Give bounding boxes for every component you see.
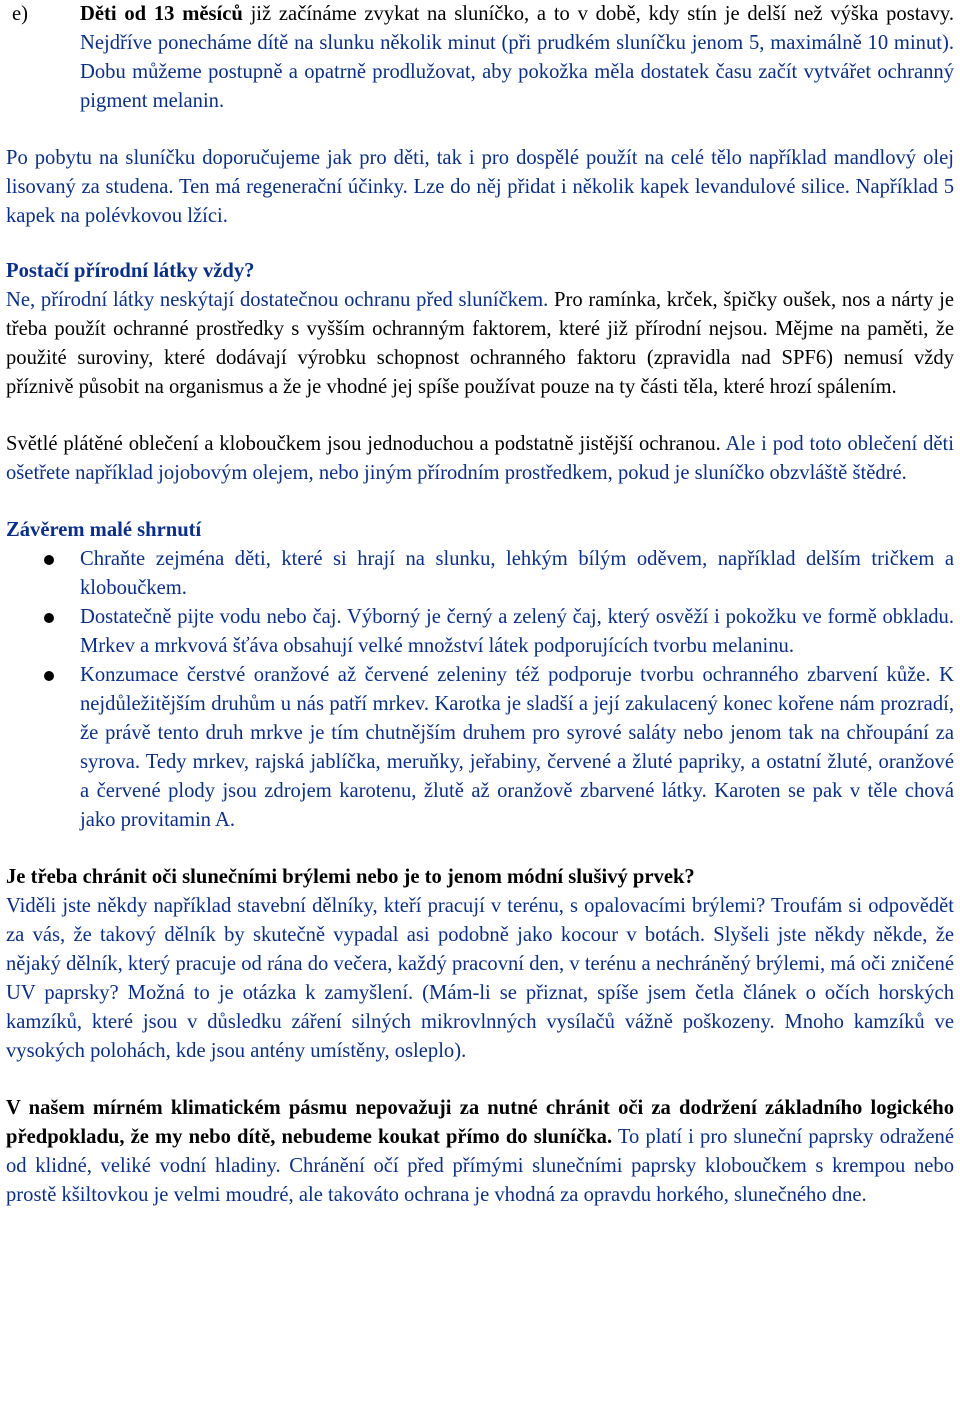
item-e-text-dark: již začínáme zvykat na sluníčko, a to v době, kdy stín je delší než výška postavy. bbox=[242, 3, 954, 25]
list-item-text: Konzumace čerstvé oranžové až červené zeleniny též podporuje tvorbu ochranného zbarvení kůže. K nejdůležitějším druhům u nás patří mrkev. Karotka je sladší a její zakulacený konec kořene nám prozradí, že právě tento druh mrkve je tím chutnějším druhem pro syrové saláty nebo jenom tak na chřoupání za syrova. Tedy mrkev, rajská jablíčka, meruňky, jeřabiny, červené a žluté papriky, a ostatní žluté, oranžové a červené plody jsou zdrojem karotenu, žlutě až oranžově zbarvené látky. Karoten se pak v těle chová jako provitamin A. bbox=[80, 664, 954, 831]
paragraph-climate bbox=[6, 1094, 954, 1210]
list-item-e bbox=[6, 0, 954, 116]
natural-text-blue: Ne, přírodní látky neskýtají dostatečnou ochranu před sluníčkem. bbox=[6, 289, 549, 311]
item-e-text-blue: Nejdříve ponecháme dítě na slunku několik minut (při prudkém sluníčku jenom 5, maximálně 10 minut). Dobu můžeme postupně a opatrně prodlužovat, aby pokožka měla dostatek času začít vytvářet ochranný pigment melanin. bbox=[80, 32, 954, 112]
paragraph-after-sun: Po pobytu na sluníčku doporučujeme jak pro děti, tak i pro dospělé použít na celé tělo například mandlový olej lisovaný za studena. Ten má regenerační účinky. Lze do něj přidat i několik kapek levandulové silice. Například 5 kapek na polévkovou lžíci. bbox=[6, 147, 954, 227]
list-item-label: e) bbox=[12, 3, 28, 25]
bullet-icon bbox=[44, 613, 54, 623]
climate-text: To platí i pro sluneční paprsky odražené od klidné, veliké vodní hladiny. Chránění očí před přímými slunečními paprsky kloboučkem s krempou nebo prostě kšiltovkou je velmi moudré, ale takováto ochrana je vhodná za opravdu horkého, slunečného dne. bbox=[6, 1126, 954, 1206]
heading-glasses: Je třeba chránit oči slunečními brýlemi nebo je to jenom módní slušivý prvek? bbox=[6, 866, 695, 888]
list-item-text: Dostatečně pijte vodu nebo čaj. Výborný je černý a zelený čaj, který osvěží i pokožku ve formě obkladu. Mrkev a mrkvová šťáva obsahují velké množství látek podporujících tvorbu melaninu. bbox=[80, 606, 954, 657]
item-e-bold-intro: Děti od 13 měsíců bbox=[80, 3, 243, 25]
list-item-text: Chraňte zejména děti, které si hrají na slunku, lehkým bílým oděvem, například delším tričkem a kloboučkem. bbox=[80, 548, 954, 599]
list-item bbox=[6, 603, 954, 661]
clothing-text-dark-1: Světlé plátěné oblečení a kloboučkem jsou jednoduchou a podstatně jistější ochranou. bbox=[6, 433, 721, 455]
paragraph-glasses: Viděli jste někdy například stavební dělníky, kteří pracují v terénu, s opalovacími brýlemi? Troufám si odpovědět za vás, že takový dělník by skutečně vypadal asi podobně jako kocour v botách. Slyšeli jste někdy někde, že nějaký dělník, který pracuje od rána do večera, každý pracovní den, v terénu a nechráněný brýlemi, má oči zničené UV paprsky? Možná to je otázka k zamyšlení. (Mám-li se přiznat, spíše jsem četla článek o očích horských kamzíků, které jsou v důsledku záření silných mikrovlnných vysílačů vážně poškozeny. Mnoho kamzíků ve vysokých polohách, kde jsou antény umístěny, osleplo). bbox=[6, 895, 954, 1062]
heading-natural: Postačí přírodní látky vždy? bbox=[6, 260, 255, 282]
climate-bold: V našem mírném klimatickém pásmu nepovažuji za nutné chránit oči za dodržení základního logického předpokladu, že my nebo dítě, nebudeme koukat přímo do sluníčka. bbox=[6, 1097, 954, 1148]
paragraph-clothing bbox=[6, 430, 954, 488]
list-item bbox=[6, 545, 954, 603]
natural-text-dark: Pro ramínka, krček, špičky oušek, nos a nárty je třeba použít ochranné prostředky s vyšším ochranným faktorem, které již přírodní nejsou. Mějme na paměti, že použité suroviny, které dodávají výrobku schopnost ochranného faktoru (zpravidla nad SPF6) nemusí vždy příznivě působit na organismus a že je vhodné jej spíše používat pouze na ty části těla, které hrozí spálením. bbox=[6, 289, 954, 398]
clothing-text-blue: Ale i pod toto oblečení děti ošetřete například jojobovým olejem, nebo jiným přírodním prostředkem, pokud je sluníčko obzvláště štědré. bbox=[6, 433, 954, 484]
bullet-icon bbox=[44, 671, 54, 681]
summary-list bbox=[6, 545, 954, 835]
heading-summary: Závěrem malé shrnutí bbox=[6, 519, 202, 541]
list-item bbox=[6, 661, 954, 835]
paragraph-natural bbox=[6, 286, 954, 402]
bullet-icon bbox=[44, 555, 54, 565]
